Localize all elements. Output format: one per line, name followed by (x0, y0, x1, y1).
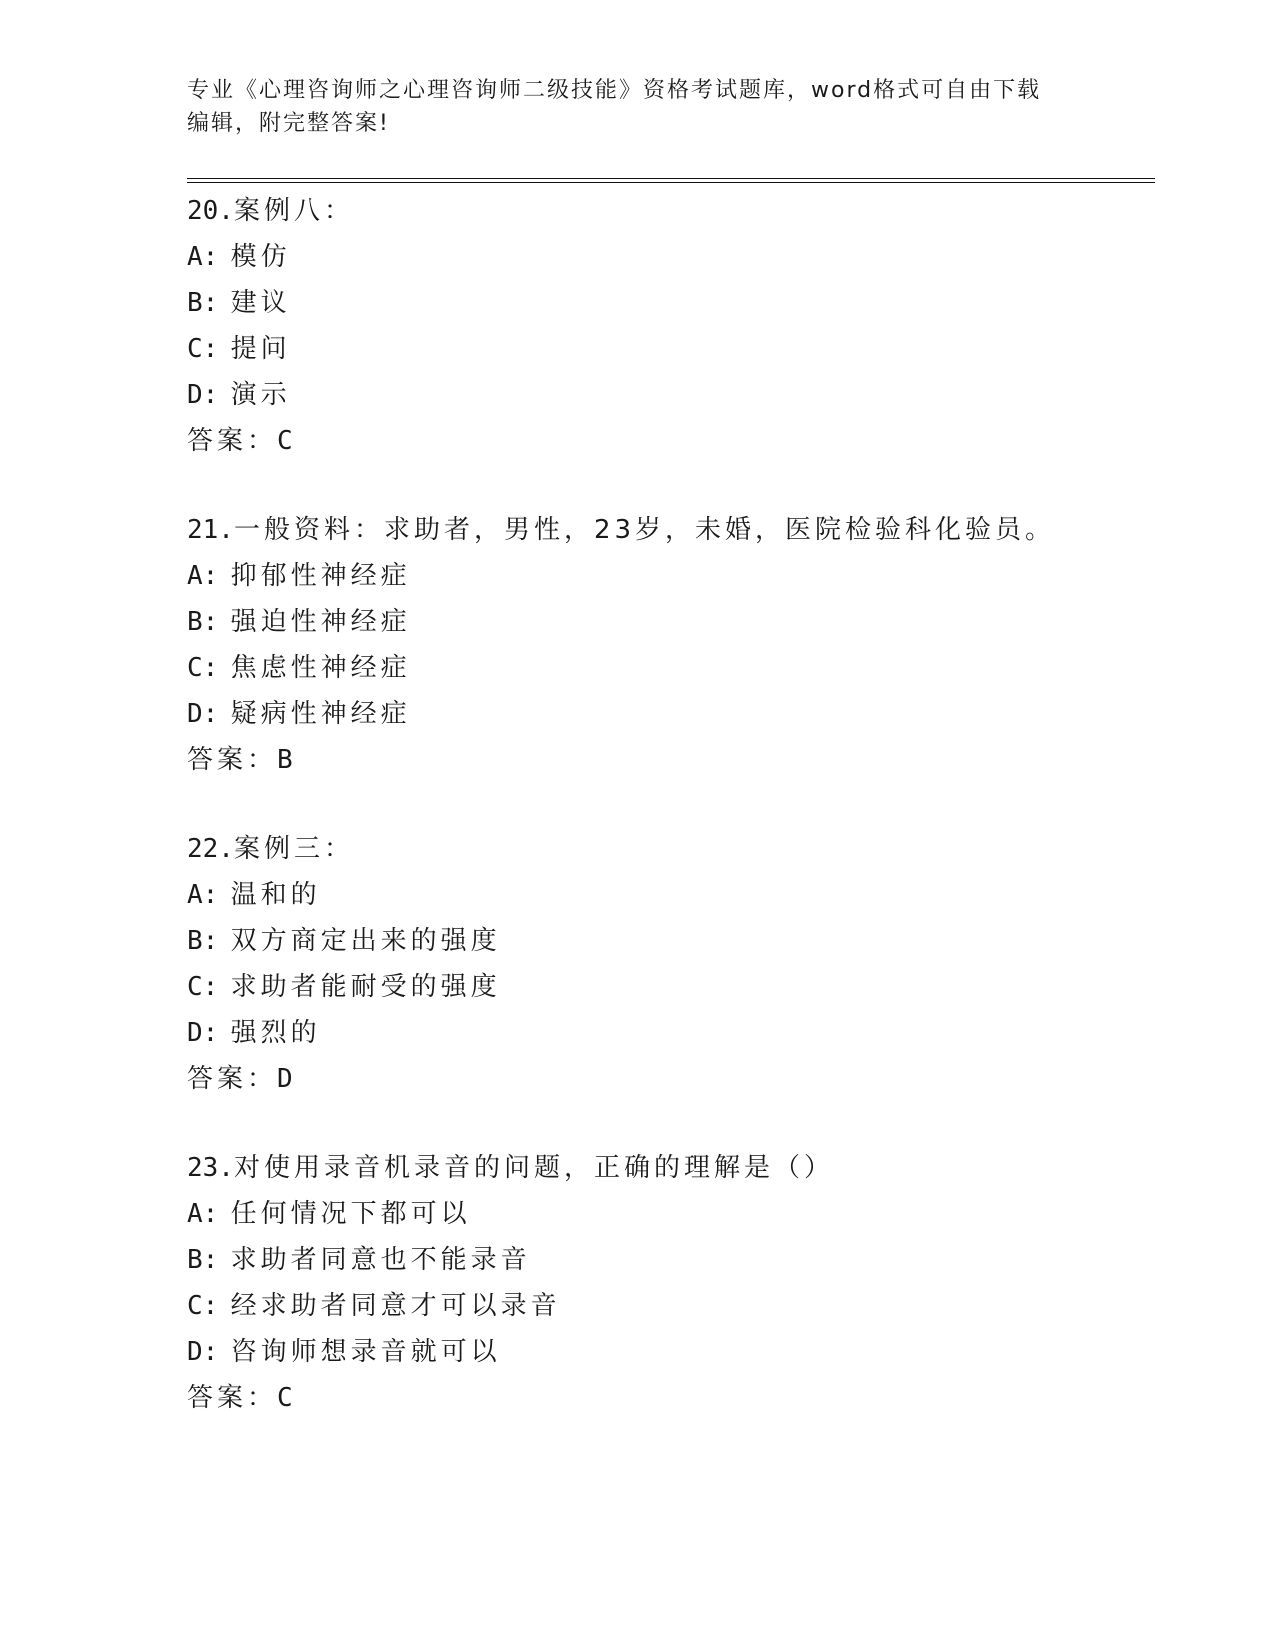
question-stem (187, 826, 1187, 872)
option-a (187, 872, 1187, 918)
question-number: 20. (187, 196, 234, 226)
option-letter: C: (187, 972, 219, 1002)
question-number: 22. (187, 834, 234, 864)
option-letter: A: (187, 880, 219, 910)
option-letter: C: (187, 653, 219, 683)
header-divider-bottom (187, 182, 1155, 183)
option-text: 温和的 (230, 880, 321, 910)
answer-label: 答案： (187, 745, 278, 775)
option-letter: B: (187, 607, 219, 637)
header-divider-top (187, 178, 1155, 179)
option-letter: D: (187, 1018, 219, 1048)
question-number: 21. (187, 515, 234, 545)
option-text: 焦虑性神经症 (230, 653, 411, 683)
option-d (187, 1329, 1187, 1375)
option-c (187, 326, 1187, 372)
option-c (187, 1283, 1187, 1329)
option-b (187, 280, 1187, 326)
option-letter: D: (187, 1337, 219, 1367)
option-text: 双方商定出来的强度 (230, 926, 501, 956)
option-letter: B: (187, 288, 219, 318)
option-a (187, 234, 1187, 280)
option-d (187, 691, 1187, 737)
option-letter: D: (187, 699, 219, 729)
option-letter: D: (187, 380, 219, 410)
answer-label: 答案： (187, 426, 278, 456)
option-text: 咨询师想录音就可以 (230, 1337, 501, 1367)
header-line-2: 编辑，附完整答案! (187, 111, 390, 136)
option-b (187, 1237, 1187, 1283)
question-22 (187, 826, 1187, 1102)
question-stem (187, 507, 1187, 553)
answer-line (187, 418, 1187, 464)
option-letter: A: (187, 561, 219, 591)
option-letter: C: (187, 334, 219, 364)
option-letter: A: (187, 1199, 219, 1229)
question-stem (187, 1145, 1187, 1191)
option-text: 强烈的 (230, 1018, 321, 1048)
question-text: 案例三： (233, 834, 354, 864)
option-text: 建议 (230, 288, 291, 318)
answer-line (187, 1375, 1187, 1421)
option-d (187, 1010, 1187, 1056)
answer-line (187, 1056, 1187, 1102)
option-text: 抑郁性神经症 (230, 561, 411, 591)
answer-label: 答案： (187, 1383, 278, 1413)
question-number: 23. (187, 1153, 234, 1183)
option-c (187, 645, 1187, 691)
option-letter: B: (187, 1245, 219, 1275)
option-b (187, 918, 1187, 964)
option-c (187, 964, 1187, 1010)
document-header (187, 74, 1087, 140)
question-text: 一般资料：求助者，男性，23岁，未婚，医院检验科化验员。 (233, 515, 1056, 545)
option-text: 经求助者同意才可以录音 (230, 1291, 561, 1321)
answer-value: C (277, 426, 293, 456)
option-letter: A: (187, 242, 219, 272)
option-a (187, 553, 1187, 599)
option-d (187, 372, 1187, 418)
question-stem (187, 188, 1187, 234)
answer-line (187, 737, 1187, 783)
option-text: 任何情况下都可以 (230, 1199, 471, 1229)
option-text: 演示 (230, 380, 291, 410)
question-20 (187, 188, 1187, 464)
question-text: 对使用录音机录音的问题，正确的理解是（） (233, 1153, 834, 1183)
question-text: 案例八： (233, 196, 354, 226)
answer-value: D (277, 1064, 293, 1094)
option-text: 提问 (230, 334, 291, 364)
option-b (187, 599, 1187, 645)
option-text: 模仿 (230, 242, 291, 272)
header-line-1: 专业《心理咨询师之心理咨询师二级技能》资格考试题库，word格式可自由下载 (187, 78, 1042, 103)
option-letter: B: (187, 926, 219, 956)
option-letter: C: (187, 1291, 219, 1321)
answer-value: C (277, 1383, 293, 1413)
option-text: 求助者能耐受的强度 (230, 972, 501, 1002)
question-21 (187, 507, 1187, 783)
option-text: 疑病性神经症 (230, 699, 411, 729)
answer-value: B (277, 745, 293, 775)
question-23 (187, 1145, 1187, 1421)
option-text: 强迫性神经症 (230, 607, 411, 637)
option-a (187, 1191, 1187, 1237)
answer-label: 答案： (187, 1064, 278, 1094)
option-text: 求助者同意也不能录音 (230, 1245, 531, 1275)
